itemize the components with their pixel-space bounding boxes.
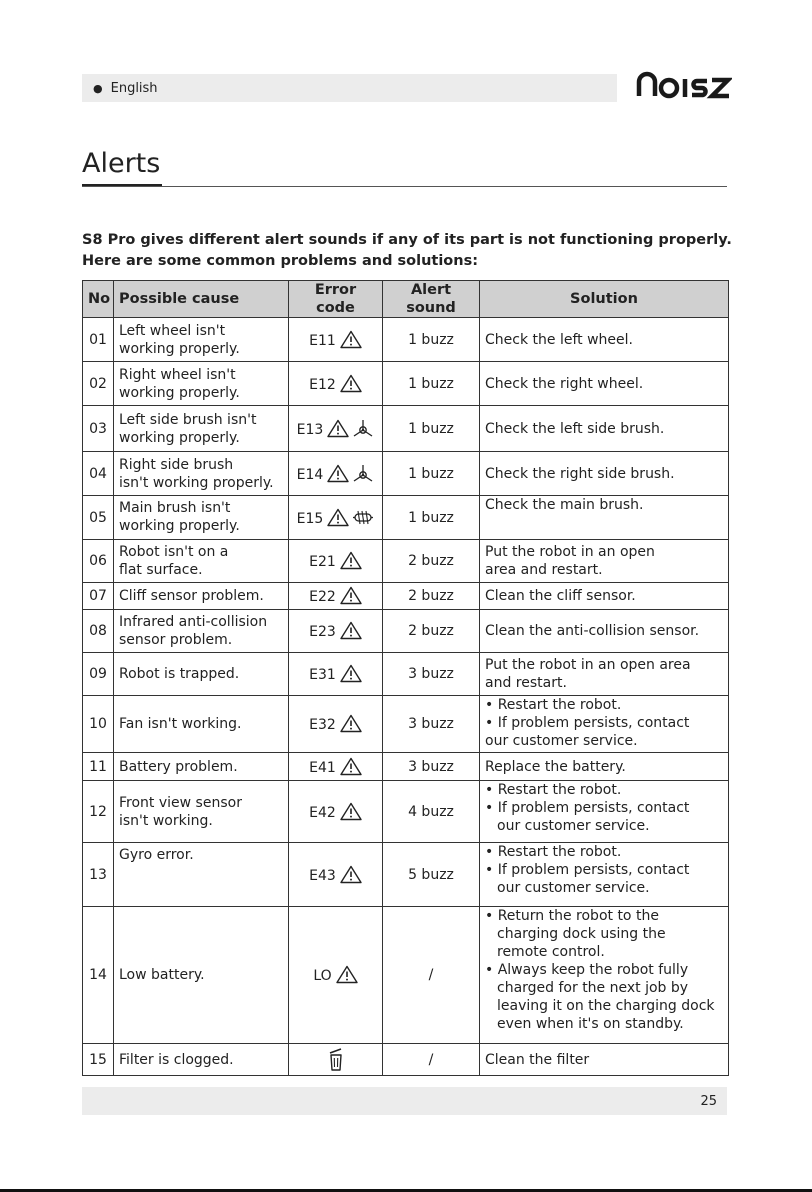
error-code-label: E23: [309, 624, 336, 640]
error-code-label: E12: [309, 376, 336, 393]
error-code-label: LO: [313, 968, 332, 984]
alert-sound: 2 buzz: [383, 583, 480, 610]
trash-bin-icon: [326, 1048, 346, 1072]
solution-line: and restart.: [485, 675, 567, 691]
error-code: [289, 496, 383, 540]
alerts-table: [82, 280, 729, 1076]
solution: [480, 907, 729, 1044]
alert-sound: 3 buzz: [383, 696, 480, 753]
solution: [480, 781, 729, 843]
solution-line: Check the right side brush.: [485, 465, 675, 482]
warning-icon: [336, 965, 358, 984]
row-number: 12: [83, 781, 114, 843]
row-number: 07: [83, 583, 114, 610]
alert-sound: 1 buzz: [383, 496, 480, 540]
solution: [480, 653, 729, 696]
page-title: Alerts: [82, 148, 161, 179]
warning-icon: [340, 621, 362, 640]
solution: [480, 452, 729, 496]
warning-icon: [340, 865, 362, 884]
solution: [480, 583, 729, 610]
table-row: [83, 583, 729, 610]
solution-line: our customer service.: [497, 818, 650, 834]
solution-line: Put the robot in an open: [485, 544, 655, 560]
header-no: No: [83, 281, 114, 318]
solution: [480, 540, 729, 583]
alert-sound: 4 buzz: [383, 781, 480, 843]
warning-icon: [327, 419, 349, 438]
solution: [480, 843, 729, 907]
error-code: [289, 907, 383, 1044]
alert-sound: 5 buzz: [383, 843, 480, 907]
header-sound: Alert sound: [383, 281, 480, 318]
table-row: [83, 907, 729, 1044]
solution-line: Check the right wheel.: [485, 375, 644, 392]
noisz-logo-icon: [636, 70, 732, 102]
error-code-label: E21: [309, 554, 336, 570]
side-brush-icon: [352, 419, 374, 438]
possible-cause: [114, 540, 289, 583]
solution-line: leaving it on the charging dock: [497, 998, 715, 1014]
alert-sound: /: [383, 1044, 480, 1076]
bullet-icon: ●: [93, 81, 103, 95]
alert-sound: 1 buzz: [383, 318, 480, 362]
alert-sound: 3 buzz: [383, 653, 480, 696]
row-number: 05: [83, 496, 114, 540]
solution: [480, 362, 729, 406]
table-row: [83, 753, 729, 781]
error-code: [289, 318, 383, 362]
header-code: Error code: [289, 281, 383, 318]
table-row: [83, 540, 729, 583]
footer-bar: [82, 1087, 727, 1115]
cause-line: working properly.: [119, 340, 240, 357]
error-code: [289, 781, 383, 843]
cause-line: Gyro error.: [119, 847, 194, 863]
warning-icon: [340, 374, 362, 393]
solution: [480, 696, 729, 753]
row-number: 14: [83, 907, 114, 1044]
cause-line: Left wheel isn't: [119, 322, 226, 339]
cause-line: Right side brush: [119, 456, 234, 473]
table-row: [83, 781, 729, 843]
solution-line: Check the left wheel.: [485, 331, 633, 348]
solution: [480, 406, 729, 452]
error-code: [289, 696, 383, 753]
header-cause: Possible cause: [114, 281, 289, 318]
error-code: [289, 753, 383, 781]
row-number: 02: [83, 362, 114, 406]
error-code-label: E22: [309, 589, 336, 605]
error-code: [289, 540, 383, 583]
row-number: 09: [83, 653, 114, 696]
solution-line: Replace the battery.: [485, 758, 626, 775]
possible-cause: [114, 907, 289, 1044]
solution: [480, 610, 729, 653]
possible-cause: [114, 362, 289, 406]
error-code-label: E41: [309, 759, 336, 776]
solution: [480, 496, 729, 540]
possible-cause: [114, 406, 289, 452]
cause-line: Battery problem.: [119, 758, 238, 775]
row-number: 15: [83, 1044, 114, 1076]
page-number: 25: [700, 1094, 717, 1109]
row-number: 10: [83, 696, 114, 753]
solution-line: Put the robot in an open area: [485, 657, 691, 673]
solution: [480, 1044, 729, 1076]
solution-line: even when it's on standby.: [497, 1016, 684, 1032]
table-row: [83, 406, 729, 452]
row-number: 08: [83, 610, 114, 653]
alert-sound: /: [383, 907, 480, 1044]
possible-cause: [114, 1044, 289, 1076]
cause-line: Infrared anti-collision: [119, 614, 268, 630]
error-code-label: E15: [296, 510, 324, 527]
language-bar: [82, 74, 617, 102]
warning-icon: [340, 757, 362, 776]
error-code-label: E43: [309, 867, 336, 884]
solution: [480, 318, 729, 362]
error-code-label: E32: [309, 717, 336, 733]
error-code-label: E14: [296, 466, 324, 483]
warning-icon: [340, 664, 362, 683]
cause-line: sensor problem.: [119, 632, 233, 648]
error-code-label: E42: [309, 804, 336, 821]
cause-line: flat surface.: [119, 562, 203, 578]
row-number: 04: [83, 452, 114, 496]
cause-line: Filter is clogged.: [119, 1051, 234, 1068]
solution-line: area and restart.: [485, 562, 603, 578]
side-brush-icon: [352, 464, 374, 483]
error-code: [289, 610, 383, 653]
solution-line: Clean the anti-collision sensor.: [485, 623, 700, 639]
alert-sound: 1 buzz: [383, 452, 480, 496]
warning-icon: [327, 508, 349, 527]
error-code-label: E11: [309, 332, 336, 349]
cause-line: Robot isn't on a: [119, 544, 229, 560]
error-code: [289, 843, 383, 907]
possible-cause: [114, 843, 289, 907]
solution-line: • Restart the robot.: [485, 697, 622, 713]
cause-line: Front view sensor: [119, 794, 242, 811]
possible-cause: [114, 696, 289, 753]
solution-line: charging dock using the: [497, 926, 666, 942]
intro-text: [82, 230, 732, 272]
possible-cause: [114, 318, 289, 362]
solution-line: • Restart the robot.: [485, 782, 622, 798]
solution-line: • Return the robot to the: [485, 908, 659, 924]
possible-cause: [114, 452, 289, 496]
brand-logo: [636, 70, 732, 109]
solution-line: Clean the filter: [485, 1051, 590, 1068]
cause-line: Right wheel isn't: [119, 366, 236, 383]
solution-line: • Always keep the robot fully: [485, 962, 689, 978]
alert-sound: 2 buzz: [383, 540, 480, 583]
row-number: 11: [83, 753, 114, 781]
solution-line: • If problem persists, contact: [485, 715, 690, 731]
alert-sound: 2 buzz: [383, 610, 480, 653]
title-divider: [82, 186, 727, 187]
table-row: [83, 452, 729, 496]
table-row: [83, 318, 729, 362]
solution-line: • Restart the robot.: [485, 844, 622, 860]
table-row: [83, 653, 729, 696]
cause-line: Cliff sensor problem.: [119, 588, 264, 604]
header-solution: Solution: [480, 281, 729, 318]
solution-line: remote control.: [497, 944, 605, 960]
warning-icon: [327, 464, 349, 483]
language-label: English: [110, 80, 158, 96]
warning-icon: [340, 586, 362, 605]
error-code: [289, 452, 383, 496]
table-row: [83, 1044, 729, 1076]
possible-cause: [114, 653, 289, 696]
row-number: 03: [83, 406, 114, 452]
cause-line: Low battery.: [119, 967, 205, 983]
cause-line: isn't working properly.: [119, 474, 274, 491]
row-number: 13: [83, 843, 114, 907]
table-row: [83, 696, 729, 753]
possible-cause: [114, 753, 289, 781]
alert-sound: 3 buzz: [383, 753, 480, 781]
solution-line: our customer service.: [485, 733, 638, 749]
solution-line: charged for the next job by: [497, 980, 689, 996]
cause-line: isn't working.: [119, 812, 213, 829]
table-header-row: [83, 281, 729, 318]
error-code: [289, 406, 383, 452]
possible-cause: [114, 496, 289, 540]
cause-line: Robot is trapped.: [119, 666, 240, 682]
solution-line: Clean the cliff sensor.: [485, 588, 636, 604]
error-code: [289, 1044, 383, 1076]
cause-line: Fan isn't working.: [119, 716, 242, 732]
cause-line: Left side brush isn't: [119, 411, 257, 428]
error-code: [289, 583, 383, 610]
table-row: [83, 610, 729, 653]
intro-line: Here are some common problems and solutions:: [82, 253, 479, 269]
table-row: [83, 843, 729, 907]
table-row: [83, 496, 729, 540]
solution: [480, 753, 729, 781]
table-row: [83, 362, 729, 406]
solution-line: • If problem persists, contact: [485, 800, 690, 816]
possible-cause: [114, 781, 289, 843]
possible-cause: [114, 583, 289, 610]
error-code-label: E13: [296, 421, 324, 438]
possible-cause: [114, 610, 289, 653]
alert-sound: 1 buzz: [383, 406, 480, 452]
solution-line: our customer service.: [497, 880, 650, 896]
row-number: 06: [83, 540, 114, 583]
solution-line: Check the main brush.: [485, 497, 644, 513]
title-underline: [82, 184, 162, 186]
error-code-label: E31: [309, 667, 336, 683]
solution-line: • If problem persists, contact: [485, 862, 690, 878]
cause-line: working properly.: [119, 384, 240, 401]
cause-line: working properly.: [119, 429, 240, 446]
cause-line: Main brush isn't: [119, 500, 231, 516]
intro-line: S8 Pro gives different alert sounds if any of its part is not functioning properly.: [82, 232, 732, 248]
main-brush-icon: [352, 508, 374, 527]
warning-icon: [340, 330, 362, 349]
error-code: [289, 362, 383, 406]
row-number: 01: [83, 318, 114, 362]
warning-icon: [340, 714, 362, 733]
warning-icon: [340, 802, 362, 821]
alert-sound: 1 buzz: [383, 362, 480, 406]
cause-line: working properly.: [119, 518, 240, 534]
warning-icon: [340, 551, 362, 570]
error-code: [289, 653, 383, 696]
solution-line: Check the left side brush.: [485, 420, 665, 437]
